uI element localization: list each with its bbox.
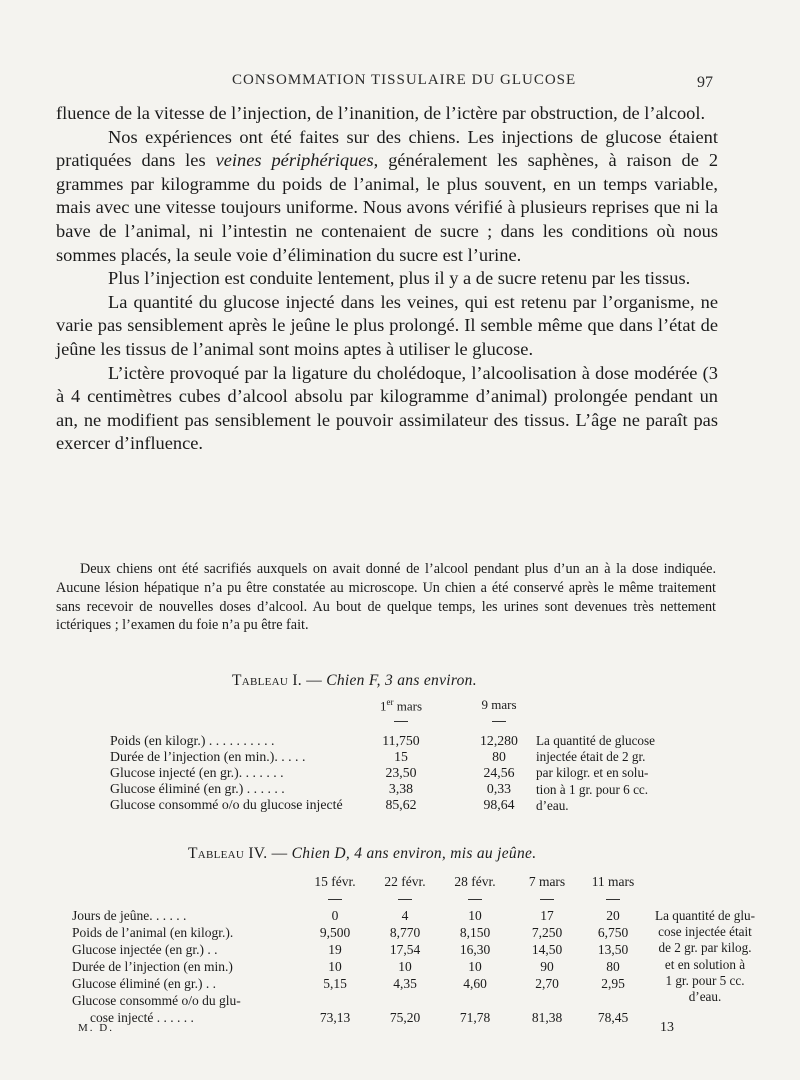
cell-value: 8,770 xyxy=(389,925,421,940)
table1-col2-header: 9 mars xyxy=(481,697,517,712)
cell-value: 17,54 xyxy=(389,942,421,957)
column-rule xyxy=(398,899,412,900)
paragraph-5: L’ictère provoqué par la ligature du cholédoque, l’alcoolisation à dose modérée (3 à 4 centimètres cubes d’alcool absolu par kilogramme d’animal) prolongée pendant un an, ne modifient pas sensiblement le pouvoir assimilateur des tissus. L’âge ne paraît pas exercer d’influence. xyxy=(56,362,718,454)
table-row xyxy=(60,908,740,925)
cell-value: 73,13 xyxy=(319,1010,351,1025)
table4-caption xyxy=(188,845,536,863)
side-note-line: La quantité de glucose xyxy=(536,733,656,748)
side-note-line: de 2 gr. par kilog. xyxy=(658,940,752,956)
cell-value: 2,95 xyxy=(601,976,625,991)
table4 xyxy=(60,870,755,1045)
side-note-line: et en solution à xyxy=(664,956,746,972)
table1-side-note xyxy=(536,733,718,814)
row-label: Glucose consommé o/o du glucose injecté xyxy=(110,797,343,812)
cell-value: 23,50 xyxy=(385,765,417,780)
cell-value: 85,62 xyxy=(385,797,417,812)
cell-value: 16,30 xyxy=(459,942,491,957)
row-label: Glucose injecté (en gr.). . . . . . . xyxy=(110,765,284,780)
signature-mark: M. D. xyxy=(78,1022,114,1034)
table1-header-row xyxy=(100,697,720,714)
row-label: Glucose consommé o/o du glu- xyxy=(72,993,241,1008)
column-rule xyxy=(606,899,620,900)
table4-side-note xyxy=(650,908,760,1005)
cell-value: 78,45 xyxy=(597,1010,629,1025)
paragraph-1: fluence de la vitesse de l’injection, de l’inanition, de l’ictère par obstruction, de l’alcool. xyxy=(56,103,706,123)
column-rule xyxy=(468,899,482,900)
cell-value: 10 xyxy=(398,959,412,974)
table1-col1-rest: mars xyxy=(393,698,423,714)
column-header: 22 févr. xyxy=(384,874,426,889)
table1-col1-header xyxy=(370,697,432,714)
cell-value: 13,50 xyxy=(597,942,629,957)
cell-value: 0,33 xyxy=(486,781,512,796)
table-row xyxy=(60,976,740,993)
paragraph-2-emphasis: veines périphériques xyxy=(215,150,374,171)
side-note-line: cose injectée était xyxy=(658,924,752,940)
paragraph-2-end: , généralement les saphènes, à raison de 2 grammes par kilogramme du poids de l’animal, le plus souvent, en un temps variable, mais avec une vitesse toujours uniforme. Nous avons vérifié à plusieurs reprises que ni la bave de l’animal, ni l’intestin ne contenaient de sucre ; dans les conditions où nous sommes placés, la seule voie d’élimination du sucre est l’urine. xyxy=(56,150,719,265)
cell-value: 8,150 xyxy=(459,925,491,940)
cell-value: 17 xyxy=(540,908,554,923)
table-row xyxy=(60,925,740,942)
cell-value: 12,280 xyxy=(480,733,518,748)
paragraph-2 xyxy=(56,126,718,268)
column-header: 15 févr. xyxy=(314,874,356,889)
footnote-block xyxy=(56,560,716,635)
table4-header-row xyxy=(60,874,740,891)
cell-value: 11,750 xyxy=(382,733,420,748)
cell-value: 10 xyxy=(468,908,482,923)
row-label: cose injecté . . . . . . xyxy=(90,1010,194,1025)
side-note-line: 1 gr. pour 5 cc. xyxy=(665,972,745,988)
cell-value: 80 xyxy=(492,749,506,764)
cell-value: 90 xyxy=(540,959,554,974)
table4-caption-title: Chien D, 4 ans environ, mis au jeûne. xyxy=(291,845,537,862)
side-note-line: La quantité de glu- xyxy=(655,908,755,923)
row-label: Durée de l’injection (en min.). . . . . xyxy=(110,749,306,764)
cell-value: 20 xyxy=(606,908,620,923)
side-note-line: d’eau. xyxy=(536,797,569,813)
cell-value: 0 xyxy=(331,908,339,923)
cell-value: 15 xyxy=(394,749,408,764)
cell-value: 9,500 xyxy=(319,925,351,940)
cell-value: 10 xyxy=(468,959,482,974)
table1-caption xyxy=(232,672,477,690)
side-note-line: par kilogr. et en solu- xyxy=(536,765,649,781)
paragraph-3: Plus l’injection est conduite lentement, plus il y a de sucre retenu par les tissus. xyxy=(108,268,691,289)
cell-value: 19 xyxy=(328,942,342,957)
cell-value: 7,250 xyxy=(531,925,563,940)
table1-caption-label: Tableau I. xyxy=(232,672,302,689)
row-label: Durée de l’injection (en min.) xyxy=(72,959,233,974)
row-label: Glucose injectée (en gr.) . . xyxy=(72,942,218,957)
column-rule xyxy=(540,899,554,900)
cell-value: 4 xyxy=(401,908,409,923)
column-header: 7 mars xyxy=(528,874,566,889)
cell-value: 4,35 xyxy=(393,976,417,991)
table1-col1-rule xyxy=(394,721,408,722)
cell-value: 4,60 xyxy=(463,976,487,991)
cell-value: 3,38 xyxy=(388,781,414,796)
side-note-line: injectée était de 2 gr. xyxy=(536,749,646,765)
page-footer xyxy=(0,1020,800,1040)
row-label: Glucose éliminé (en gr.) . . . . . . xyxy=(110,781,285,796)
cell-value: 6,750 xyxy=(597,925,629,940)
body-text xyxy=(56,102,718,456)
cell-value: 10 xyxy=(328,959,342,974)
table1-col1-sup: er xyxy=(386,697,394,707)
column-rule xyxy=(328,899,342,900)
table-row xyxy=(60,942,740,959)
cell-value: 75,20 xyxy=(389,1010,421,1025)
cell-value: 81,38 xyxy=(531,1010,563,1025)
footnote-text: Deux chiens ont été sacrifiés auxquels on avait donné de l’alcool pendant plus d’un an à la dose indiquée. Aucune lésion hépatique n’a pu être constatée au microscope. Un chien a été conservé après le même traitement sans recevoir de nouvelles doses d’alcool. Au bout de quelque temps, les urines sont devenues très nettement ictériques ; l’examen du foie n’a pu être fait. xyxy=(56,561,716,634)
cell-value: 71,78 xyxy=(459,1010,491,1025)
row-label: Glucose éliminé (en gr.) . . xyxy=(72,976,216,991)
paragraph-2-start: Nos expériences ont été faites sur des chiens. Les injections de glucose étaient pratiquées dans les xyxy=(56,126,718,171)
column-header: 11 mars xyxy=(591,874,635,889)
table1-col2-rule xyxy=(492,721,506,722)
table1-caption-title: Chien F, 3 ans environ. xyxy=(326,672,477,689)
cell-value: 2,70 xyxy=(535,976,559,991)
table-row xyxy=(60,959,740,976)
side-note-line: tion à 1 gr. pour 6 cc. xyxy=(536,781,649,797)
table4-caption-dash: — xyxy=(271,845,288,862)
table1 xyxy=(100,697,720,817)
cell-value: 5,15 xyxy=(323,976,347,991)
cell-value: 24,56 xyxy=(483,765,515,780)
side-note-line: d’eau. xyxy=(688,989,722,1005)
paragraph-4: La quantité du glucose injecté dans les veines, qui est retenu par l’organisme, ne varie pas sensiblement après le jeûne le plus prolongé. Il semble même que dans l’état de jeûne les tissus de l’animal sont moins aptes à utiliser le glucose. xyxy=(56,291,718,359)
table1-col1-num: 1 xyxy=(379,698,387,714)
cell-value: 80 xyxy=(606,959,620,974)
sheet-number: 13 xyxy=(660,1020,674,1035)
cell-value: 98,64 xyxy=(483,797,515,812)
row-label: Jours de jeûne. . . . . . xyxy=(72,908,187,923)
page-number: 97 xyxy=(697,74,713,91)
row-label: Poids (en kilogr.) . . . . . . . . . . xyxy=(110,733,275,748)
running-title: CONSOMMATION TISSULAIRE DU GLUCOSE xyxy=(232,72,577,88)
cell-value: 14,50 xyxy=(531,942,563,957)
row-label: Poids de l’animal (en kilogr.). xyxy=(72,925,234,940)
table-row xyxy=(60,993,740,1010)
table1-caption-dash: — xyxy=(306,672,322,689)
table4-caption-label: Tableau IV. xyxy=(188,845,268,862)
running-header xyxy=(0,72,800,96)
column-header: 28 févr. xyxy=(454,874,496,889)
